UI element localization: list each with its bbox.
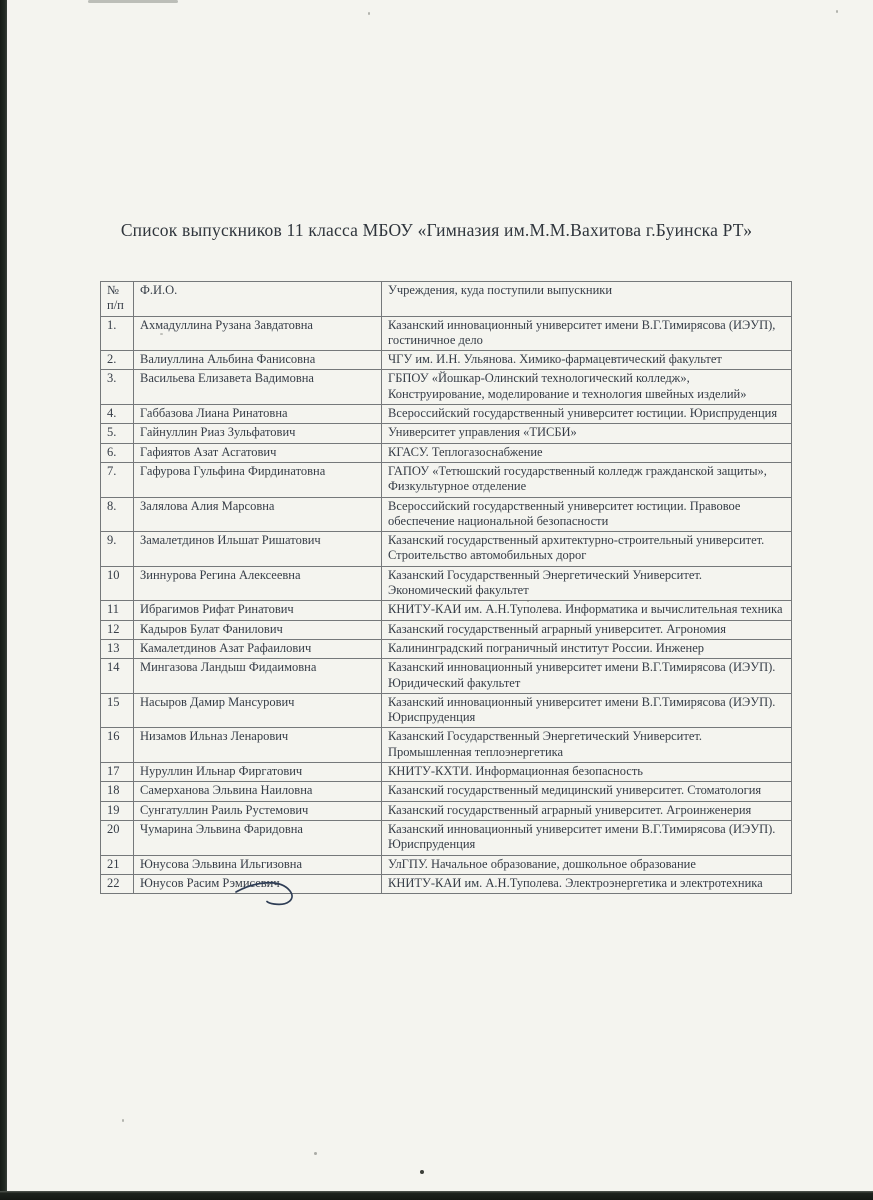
table-row	[101, 728, 792, 763]
row-number: 5.	[101, 424, 134, 443]
institution: Казанский государственный аграрный университет. Агрономия	[382, 620, 792, 639]
table-row	[101, 316, 792, 351]
institution: КНИТУ-КАИ им. А.Н.Туполева. Информатика и вычислительная техника	[382, 601, 792, 620]
column-header-institution: Учреждения, куда поступили выпускники	[382, 282, 792, 317]
scan-speck	[368, 12, 370, 15]
graduate-name: Ибрагимов Рифат Ринатович	[134, 601, 382, 620]
graduate-name: Насыров Дамир Мансурович	[134, 693, 382, 728]
institution: Казанский государственный медицинский университет. Стоматология	[382, 782, 792, 801]
graduate-name: Мингазова Ландыш Фидаимовна	[134, 659, 382, 694]
institution: ГБПОУ «Йошкар-Олинский технологический колледж», Конструирование, моделирование и технология швейных изделий»	[382, 370, 792, 405]
row-number: 15	[101, 693, 134, 728]
institution: КНИТУ-КХТИ. Информационная безопасность	[382, 763, 792, 782]
row-number: 12	[101, 620, 134, 639]
row-number: 6.	[101, 443, 134, 462]
row-number: 2.	[101, 351, 134, 370]
table-row	[101, 601, 792, 620]
row-number: 16	[101, 728, 134, 763]
table-row	[101, 351, 792, 370]
scan-smudge	[88, 0, 178, 3]
table-row	[101, 763, 792, 782]
graduate-name: Юнусова Эльвина Ильгизовна	[134, 855, 382, 874]
graduate-name: Нуруллин Ильнар Фиргатович	[134, 763, 382, 782]
institution: УлГПУ. Начальное образование, дошкольное образование	[382, 855, 792, 874]
institution: Казанский Государственный Энергетический Университет. Промышленная теплоэнергетика	[382, 728, 792, 763]
page-title: Список выпускников 11 класса МБОУ «Гимназия им.М.М.Вахитова г.Буинска РТ»	[120, 220, 753, 240]
institution: Казанский государственный аграрный университет. Агроинженерия	[382, 801, 792, 820]
scan-speck	[122, 1119, 124, 1122]
institution: Калининградский пограничный институт России. Инженер	[382, 639, 792, 658]
graduate-name: Зиннурова Регина Алексеевна	[134, 566, 382, 601]
graduates-table	[100, 281, 792, 894]
column-header-name: Ф.И.О.	[134, 282, 382, 317]
institution: Казанский Государственный Энергетический Университет. Экономический факультет	[382, 566, 792, 601]
column-header-number	[101, 282, 134, 317]
row-number: 11	[101, 601, 134, 620]
graduate-name: Гайнуллин Риаз Зульфатович	[134, 424, 382, 443]
institution: КГАСУ. Теплогазоснабжение	[382, 443, 792, 462]
row-number: 18	[101, 782, 134, 801]
table-row	[101, 497, 792, 532]
graduate-name: Васильева Елизавета Вадимовна	[134, 370, 382, 405]
graduate-name: Гафиятов Азат Асгатович	[134, 443, 382, 462]
graduate-name: Гафурова Гульфина Фирдинатовна	[134, 462, 382, 497]
graduate-name: Низамов Ильназ Ленарович	[134, 728, 382, 763]
scan-speck	[314, 1152, 317, 1155]
institution: Всероссийский государственный университет юстиции. Юриспруденция	[382, 405, 792, 424]
table-row	[101, 693, 792, 728]
table-row	[101, 659, 792, 694]
row-number: 4.	[101, 405, 134, 424]
table-row	[101, 424, 792, 443]
table-row	[101, 639, 792, 658]
scan-speck	[420, 1170, 424, 1174]
scan-speck	[527, 600, 529, 602]
row-number: 14	[101, 659, 134, 694]
row-number: 1.	[101, 316, 134, 351]
table-header-row	[101, 282, 792, 317]
table-row	[101, 566, 792, 601]
graduate-name: Камалетдинов Азат Рафаилович	[134, 639, 382, 658]
table-row	[101, 855, 792, 874]
table-row	[101, 405, 792, 424]
table-row	[101, 370, 792, 405]
table-row	[101, 801, 792, 820]
column-header-number-line1: №	[107, 283, 119, 297]
graduate-name: Замалетдинов Ильшат Ришатович	[134, 532, 382, 567]
table-row	[101, 462, 792, 497]
row-number: 10	[101, 566, 134, 601]
graduate-name: Самерханова Эльвина Наиловна	[134, 782, 382, 801]
scanner-edge-left	[0, 0, 7, 1200]
row-number: 3.	[101, 370, 134, 405]
institution: ЧГУ им. И.Н. Ульянова. Химико-фармацевтический факультет	[382, 351, 792, 370]
scan-speck	[836, 10, 838, 13]
column-header-number-line2: п/п	[107, 298, 124, 313]
row-number: 20	[101, 820, 134, 855]
institution: Университет управления «ТИСБИ»	[382, 424, 792, 443]
scan-speck	[160, 333, 163, 335]
institution: Казанский инновационный университет имени В.Г.Тимирясова (ИЭУП). Юридический факультет	[382, 659, 792, 694]
table-row	[101, 874, 792, 893]
row-number: 22	[101, 874, 134, 893]
table-row	[101, 782, 792, 801]
graduate-name: Габбазова Лиана Ринатовна	[134, 405, 382, 424]
institution: Казанский инновационный университет имени В.Г.Тимирясова (ИЭУП). Юриспруденция	[382, 693, 792, 728]
row-number: 19	[101, 801, 134, 820]
graduate-name: Сунгатуллин Раиль Рустемович	[134, 801, 382, 820]
table-row	[101, 532, 792, 567]
institution: ГАПОУ «Тетюшский государственный колледж гражданской защиты», Физкультурное отделение	[382, 462, 792, 497]
graduate-name: Залялова Алия Марсовна	[134, 497, 382, 532]
institution: Казанский инновационный университет имени В.Г.Тимирясова (ИЭУП), гостиничное дело	[382, 316, 792, 351]
row-number: 21	[101, 855, 134, 874]
graduate-name: Чумарина Эльвина Фаридовна	[134, 820, 382, 855]
scanner-edge-bottom	[0, 1191, 873, 1200]
graduate-name: Валиуллина Альбина Фанисовна	[134, 351, 382, 370]
table-row	[101, 443, 792, 462]
institution: КНИТУ-КАИ им. А.Н.Туполева. Электроэнергетика и электротехника	[382, 874, 792, 893]
handwritten-pen-mark	[230, 874, 314, 918]
row-number: 7.	[101, 462, 134, 497]
table-row	[101, 620, 792, 639]
institution: Казанский инновационный университет имени В.Г.Тимирясова (ИЭУП). Юриспруденция	[382, 820, 792, 855]
institution: Всероссийский государственный университет юстиции. Правовое обеспечение национальной безопасности	[382, 497, 792, 532]
row-number: 13	[101, 639, 134, 658]
row-number: 17	[101, 763, 134, 782]
graduate-name: Кадыров Булат Фанилович	[134, 620, 382, 639]
row-number: 8.	[101, 497, 134, 532]
graduate-name: Юнусов Расим Рэмисевич	[134, 874, 382, 893]
row-number: 9.	[101, 532, 134, 567]
table-row	[101, 820, 792, 855]
graduate-name: Ахмадуллина Рузана Завдатовна	[134, 316, 382, 351]
institution: Казанский государственный архитектурно-строительный университет. Строительство автомобильных дорог	[382, 532, 792, 567]
